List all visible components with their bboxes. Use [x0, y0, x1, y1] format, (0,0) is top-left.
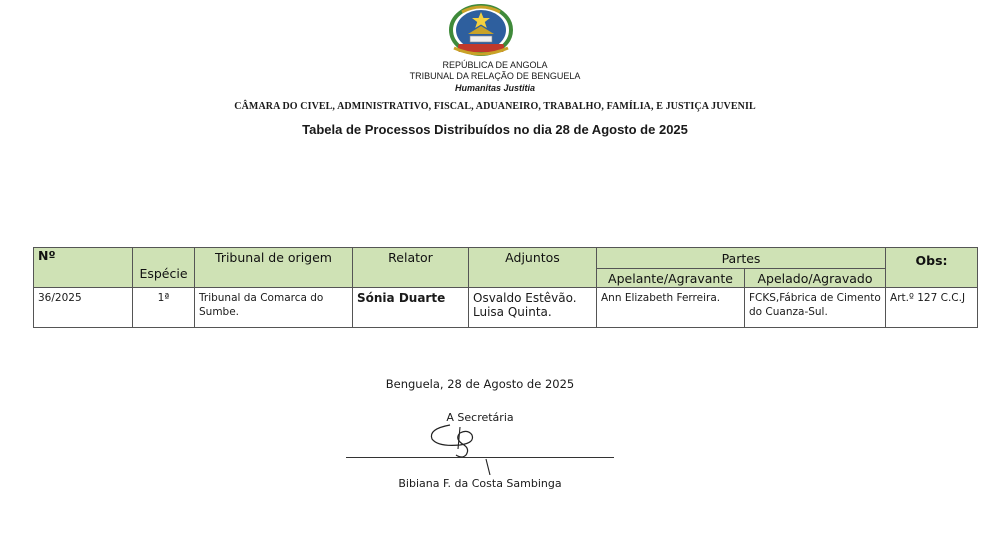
court-name: TRIBUNAL DA RELAÇÃO DE BENGUELA — [409, 71, 581, 81]
adjunto-2: Luisa Quinta. — [473, 305, 552, 319]
place-date: Benguela, 28 de Agosto de 2025 — [385, 377, 575, 391]
col-num-header: Nº — [34, 248, 133, 288]
cell-tribunal: Tribunal da Comarca do Sumbe. — [195, 288, 353, 328]
col-apelante-header: Apelante/Agravante — [597, 269, 745, 288]
col-partes-header: Partes — [597, 248, 886, 269]
col-tribunal-header: Tribunal de origem — [195, 248, 353, 288]
cell-apelante: Ann Elizabeth Ferreira. — [597, 288, 745, 328]
republic-name: REPÚBLICA DE ANGOLA — [442, 60, 548, 70]
angola-coat-of-arms-icon — [440, 4, 522, 58]
col-relator-header: Relator — [353, 248, 469, 288]
col-apelado-header: Apelado/Agravado — [745, 269, 886, 288]
signature-line — [346, 457, 614, 458]
signer-name: Bibiana F. da Costa Sambinga — [398, 477, 562, 490]
chamber-name: CÂMARA DO CIVEL, ADMINISTRATIVO, FISCAL, ADUANEIRO, TRABALHO, FAMÍLIA, E JUSTIÇA JUVENIL — [234, 101, 756, 112]
col-especie-header: Espécie — [133, 248, 195, 288]
adjunto-1: Osvaldo Estêvão. — [473, 291, 577, 305]
cell-num: 36/2025 — [34, 288, 133, 328]
process-table — [33, 247, 978, 328]
cell-relator: Sónia Duarte — [353, 288, 469, 328]
cell-apelado: FCKS,Fábrica de Cimento do Cuanza-Sul. — [745, 288, 886, 328]
page-title: Tabela de Processos Distribuídos no dia 28 de Agosto de 2025 — [302, 122, 688, 137]
handwritten-signature — [420, 415, 510, 475]
signer-role: A Secretária — [446, 411, 514, 424]
motto: Humanitas Justitia — [454, 83, 536, 93]
col-obs-header: Obs: — [886, 248, 978, 288]
cell-obs: Art.º 127 C.C.J — [886, 288, 978, 328]
col-adjuntos-header: Adjuntos — [469, 248, 597, 288]
cell-especie: 1ª — [133, 288, 195, 328]
cell-adjuntos — [469, 288, 597, 328]
table-row — [34, 288, 978, 328]
